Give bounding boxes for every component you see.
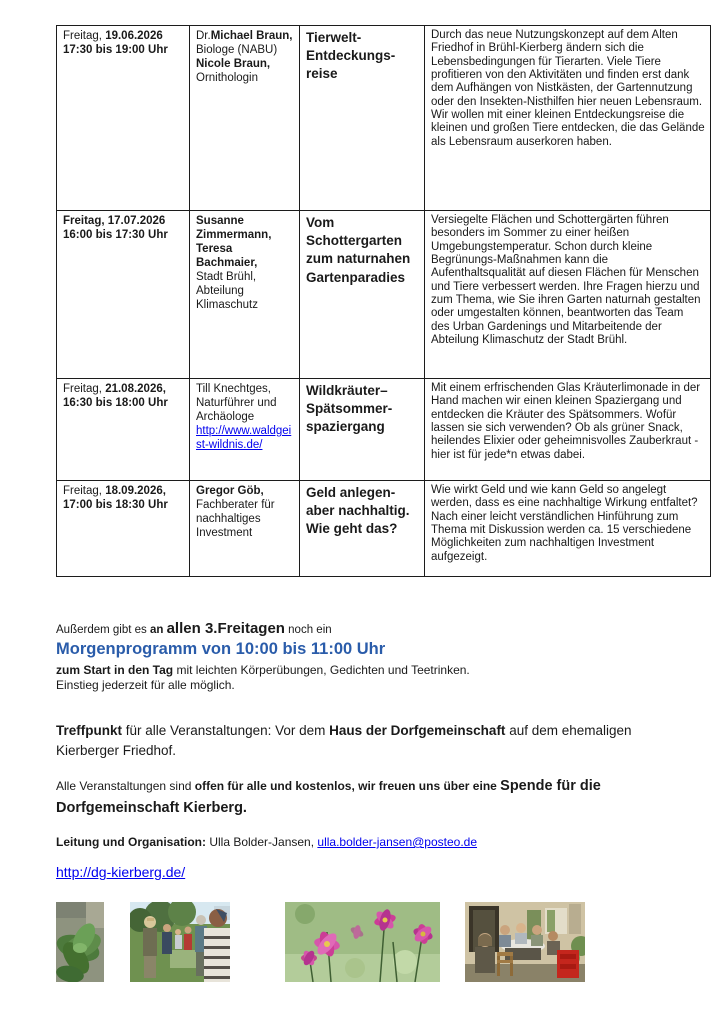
event-title-cell	[300, 481, 425, 577]
intro-tail: noch ein	[284, 624, 332, 636]
website-link[interactable]: http://dg-kierberg.de/	[56, 864, 186, 880]
photo-strip	[56, 902, 585, 982]
venue-location: auf dem ehemaligen Kierberger Friedhof.	[56, 723, 632, 758]
speakers-cell	[190, 481, 300, 577]
donation-emphasis: Spende für die Dorfgemeinschaft Kierberg.	[56, 778, 601, 817]
extra-program-intro	[56, 620, 616, 637]
table-row	[57, 26, 711, 211]
photo-garden-group	[130, 902, 230, 982]
event-description: Mit einem erfrischenden Glas Kräuterlimonade in der Hand machen wir einen kleinen Spaziergang und entdecken die Kräuter des Spätsommers. Wofür lassen sie sich verwenden? Ob als grüner Snack, heilendes Elixier oder geheimnisvolles Zauberkraut - hier ist für jede*n etwas dabei.	[431, 382, 701, 461]
speaker-name-role: Till Knechtges, Naturführer und Archäologe	[196, 383, 277, 424]
event-time: 17:00 bis 18:30 Uhr	[63, 499, 168, 512]
event-description: Durch das neue Nutzungskonzept auf dem Alten Friedhof in Brühl-Kierberg ändern sich die Lebensbedingungen für Tierarten. Viele Tiere profitieren von den Aktivitäten und finden erst dank dem Aufhängen von Nistkästen, der Gartennutzung oder den Insekten-Nisthilfen hier neuen Lebensraum. Wir wollen mit einer kleinen Entdeckungsreise die kleinen und großen Tiere entdecken, die das Gelände als Lebensraum auserkoren haben.	[431, 29, 705, 148]
event-title: Geld anlegen- aber nachhaltig. Wie geht das?	[306, 485, 410, 537]
event-title-cell	[300, 379, 425, 481]
event-date: Freitag, 17.07.2026	[63, 215, 166, 227]
entry-note: Einstieg jederzeit für alle möglich.	[56, 678, 235, 692]
event-title: Tierwelt-Entdeckungs-reise	[306, 30, 396, 82]
extra-program-section	[56, 620, 616, 692]
event-title: Wildkräuter–Spätsommer-spaziergang	[306, 383, 393, 435]
event-title: Vom Schottergarten zum naturnahen Gartenparadies	[306, 215, 411, 285]
morning-program-heading: Morgenprogramm von 10:00 bis 11:00 Uhr	[56, 640, 386, 658]
speaker-name: Michael Braun,	[210, 30, 293, 42]
venue-name: Haus der Dorfgemeinschaft	[329, 723, 506, 738]
weekday-label: Freitag,	[63, 485, 106, 497]
table-row	[57, 211, 711, 379]
photo-pink-flowers	[285, 902, 440, 982]
event-description-cell	[425, 211, 711, 379]
event-time: 17:30 bis 19:00 Uhr	[63, 44, 168, 57]
date-cell	[57, 379, 190, 481]
date-cell	[57, 481, 190, 577]
photo-plant-closeup	[56, 902, 104, 982]
speakers-cell	[190, 26, 300, 211]
meeting-point-paragraph	[56, 721, 654, 760]
free-for-all-emphasis: offen für alle und kostenlos	[194, 779, 352, 793]
photo-courtyard-gathering	[465, 902, 585, 982]
start-in-den-tag-label: zum Start in den Tag	[56, 663, 174, 677]
weekday-label: Freitag,	[63, 383, 106, 395]
speaker-org: Stadt Brühl, Abteilung Klimaschutz	[196, 271, 258, 312]
event-description: Versiegelte Flächen und Schottergärten führen besonders im Sommer zu einer heißen Umgebungstemperatur. Schon durch kleine Begrünungs-Maßnahmen kann die Aufenthaltsqualität auf diesen Flächen für Menschen und Tiere verbessert werden. Ihre Fragen hierzu und zum Thema, wie Sie ihren Garten naturnah gestalten oder umgestalten können, beantworten das Team des Urban Gardenings und Mitarbeitende der Abteilung Klimaschutz der Stadt Brühl.	[431, 214, 701, 346]
event-description-cell	[425, 379, 711, 481]
event-time: 16:00 bis 17:30 Uhr	[63, 229, 168, 242]
speaker-name: Nicole Braun,	[196, 58, 271, 71]
weekday-label: Freitag,	[63, 30, 106, 42]
intro-emphasis: an	[149, 624, 167, 636]
event-description-cell	[425, 481, 711, 577]
program-table	[56, 25, 711, 577]
event-description: Wie wirkt Geld und wie kann Geld so angelegt werden, dass es eine nachhaltige Wirkung entfaltet? Nach einer leicht verständlichen Hinführung zum Thema mit Diskussion werden ca. 15 verschiedene Möglichkeiten zum nachhaltigen Investment aufgezeigt.	[431, 484, 698, 563]
speaker-name: Susanne Zimmermann, Teresa Bachmaier,	[196, 215, 272, 270]
organiser-name: Ulla Bolder-Jansen,	[206, 835, 318, 849]
speaker-role: Fachberater für nachhaltiges Investment	[196, 499, 275, 540]
website-paragraph	[56, 864, 185, 880]
event-description-cell	[425, 26, 711, 211]
event-date: 21.08.2026,	[105, 383, 166, 395]
detail-text: mit leichten Körperübungen, Gedichten und Teetrinken.	[173, 663, 470, 677]
organiser-email-link[interactable]: ulla.bolder-jansen@posteo.de	[317, 835, 478, 849]
meeting-point-label: Treffpunkt	[56, 723, 122, 738]
donation-paragraph	[56, 775, 724, 820]
donation-request: , wir freuen uns über eine	[351, 779, 501, 793]
table-row	[57, 481, 711, 577]
intro-text: Außerdem gibt es	[56, 624, 150, 636]
speaker-role: Biologe (NABU)	[196, 44, 278, 57]
date-cell	[57, 26, 190, 211]
third-fridays-emphasis: allen 3.Freitagen	[166, 620, 285, 637]
event-title-cell	[300, 26, 425, 211]
donation-intro: Alle Veranstaltungen sind	[56, 779, 195, 793]
event-time: 16:30 bis 18:00 Uhr	[63, 397, 168, 410]
speaker-role: Ornithologin	[196, 72, 259, 85]
speaker-title-prefix: Dr.	[196, 30, 211, 42]
organisation-label: Leitung und Organisation:	[56, 835, 206, 849]
event-title-cell	[300, 211, 425, 379]
speakers-cell	[190, 211, 300, 379]
meeting-point-text: für alle Veranstaltungen: Vor dem	[122, 723, 330, 738]
morning-program-detail	[56, 663, 616, 677]
event-date: 19.06.2026	[105, 30, 163, 42]
speaker-name: Gregor Göb,	[196, 485, 264, 497]
table-row	[57, 379, 711, 481]
speakers-cell	[190, 379, 300, 481]
date-cell	[57, 211, 190, 379]
organisation-paragraph	[56, 835, 477, 849]
event-date: 18.09.2026,	[105, 485, 166, 497]
speaker-website-link[interactable]: http://www.waldgeist-wildnis.de/	[196, 425, 292, 452]
